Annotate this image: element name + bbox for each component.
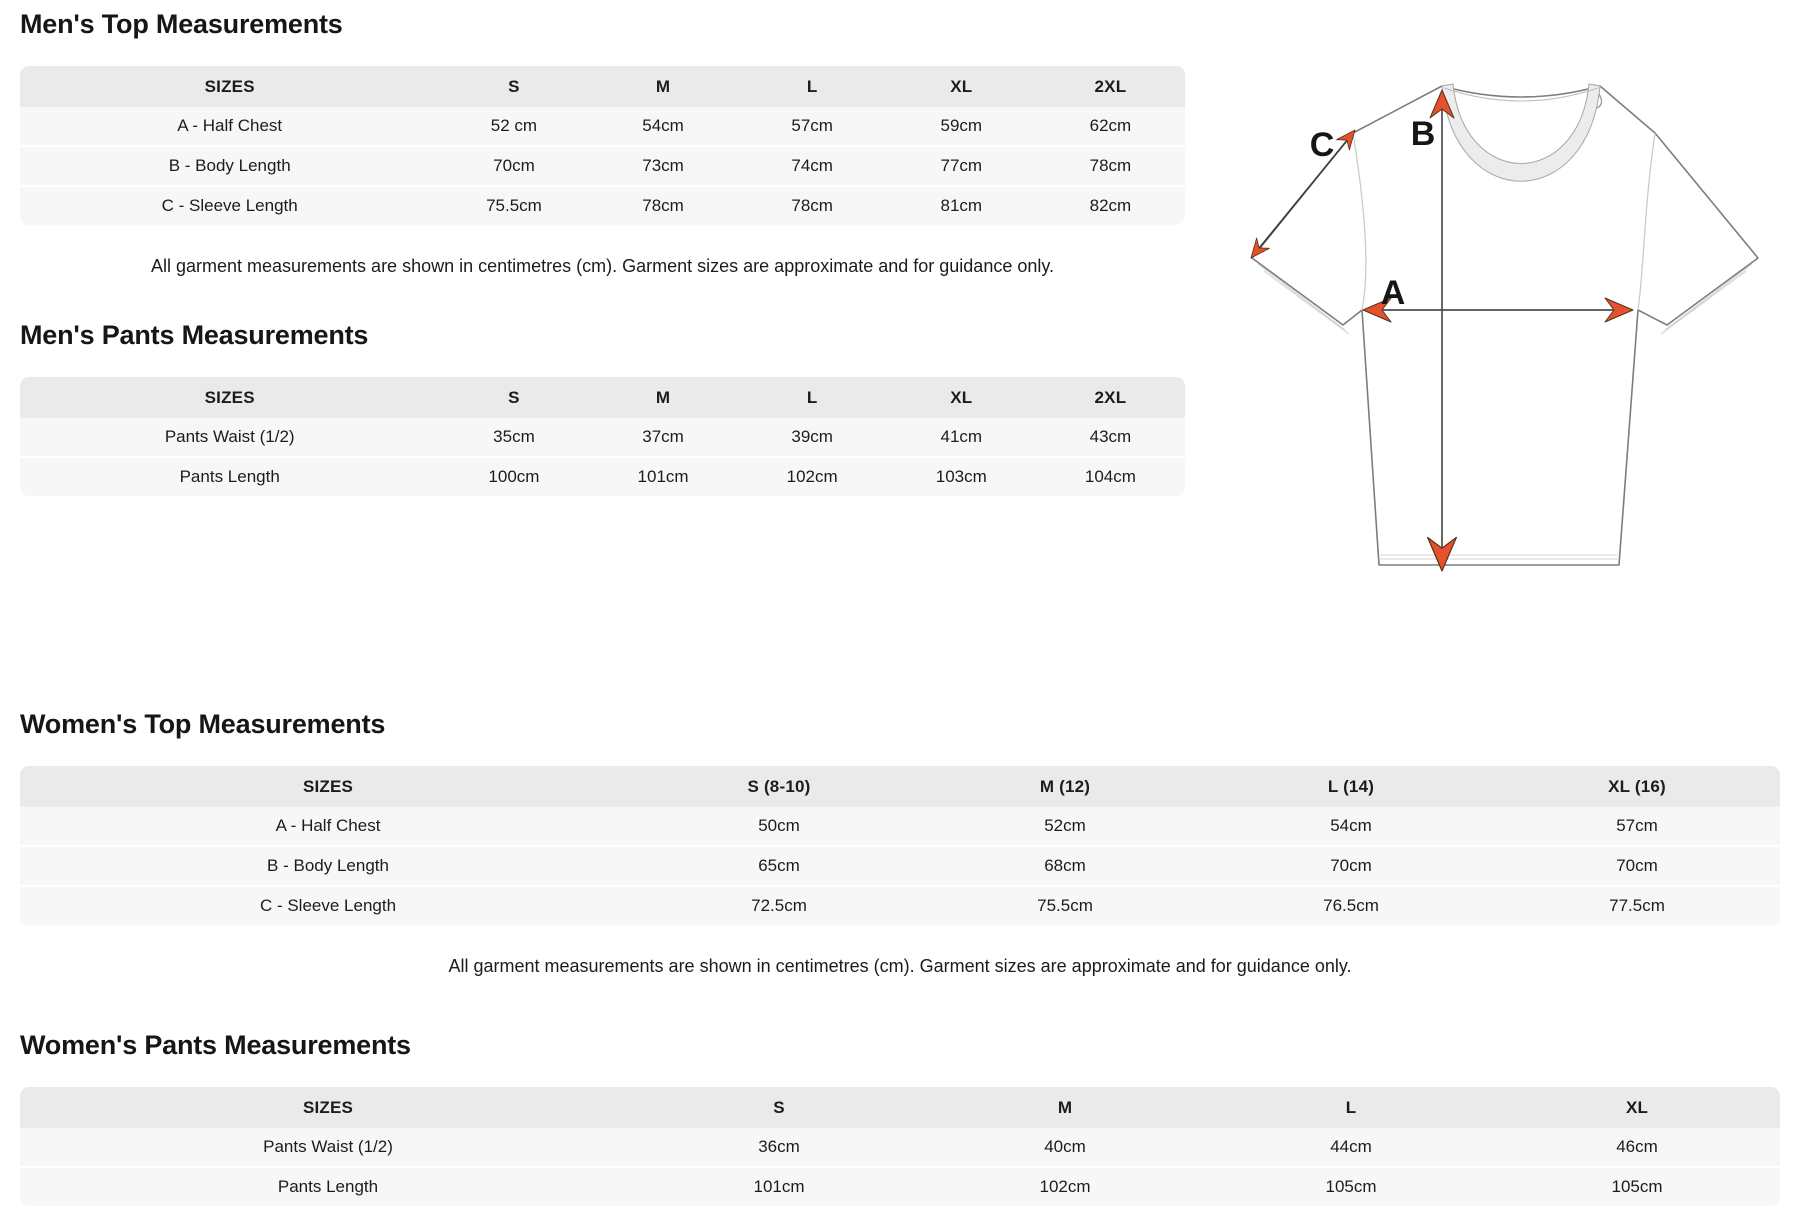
- measurement-cell: 57cm: [738, 107, 887, 146]
- measurement-cell: 54cm: [1208, 807, 1494, 846]
- measurement-cell: 102cm: [922, 1167, 1208, 1206]
- measurement-cell: 78cm: [1036, 146, 1185, 186]
- row-label: Pants Length: [20, 1167, 636, 1206]
- womens-top-table-wrap: [20, 766, 1780, 925]
- tshirt-diagram-svg: [1250, 68, 1770, 580]
- measurement-cell: 68cm: [922, 846, 1208, 886]
- table-row: [20, 186, 1185, 225]
- measurement-cell: 70cm: [1208, 846, 1494, 886]
- mens-pants-table-wrap: [20, 377, 1185, 496]
- row-label: Pants Waist (1/2): [20, 1128, 636, 1167]
- measurement-cell: 57cm: [1494, 807, 1780, 846]
- womens-pants-table: [20, 1087, 1780, 1206]
- womens-top-table: [20, 766, 1780, 925]
- measurement-cell: 82cm: [1036, 186, 1185, 225]
- column-header: L: [1208, 1087, 1494, 1128]
- measurement-cell: 37cm: [589, 418, 738, 457]
- measurement-cell: 77cm: [887, 146, 1036, 186]
- mens-top-title: Men's Top Measurements: [20, 9, 343, 39]
- measurement-cell: 39cm: [738, 418, 887, 457]
- row-label: Pants Waist (1/2): [20, 418, 439, 457]
- measurement-cell: 35cm: [439, 418, 588, 457]
- column-header: S: [439, 377, 588, 418]
- column-header: S (8-10): [636, 766, 922, 807]
- measurement-cell: 43cm: [1036, 418, 1185, 457]
- label-b: B: [1410, 115, 1436, 153]
- measurement-cell: 105cm: [1494, 1167, 1780, 1206]
- measurement-cell: 103cm: [887, 457, 1036, 496]
- column-header: XL: [1494, 1087, 1780, 1128]
- womens-pants-title: Women's Pants Measurements: [20, 1030, 411, 1060]
- column-header: 2XL: [1036, 377, 1185, 418]
- mens-pants-title: Men's Pants Measurements: [20, 320, 369, 350]
- table-row: [20, 146, 1185, 186]
- table-row: [20, 846, 1780, 886]
- column-header: SIZES: [20, 766, 636, 807]
- measurement-cell: 101cm: [636, 1167, 922, 1206]
- measurement-cell: 78cm: [738, 186, 887, 225]
- table-row: [20, 107, 1185, 146]
- row-label: A - Half Chest: [20, 807, 636, 846]
- column-header: L: [738, 66, 887, 107]
- measurement-cell: 70cm: [1494, 846, 1780, 886]
- column-header: M (12): [922, 766, 1208, 807]
- measurement-cell: 75.5cm: [439, 186, 588, 225]
- womens-top-title: Women's Top Measurements: [20, 709, 386, 739]
- table-row: [20, 1167, 1780, 1206]
- measurement-cell: 44cm: [1208, 1128, 1494, 1167]
- column-header: M: [589, 377, 738, 418]
- measurement-cell: 76.5cm: [1208, 886, 1494, 925]
- column-header: SIZES: [20, 377, 439, 418]
- measurement-cell: 54cm: [589, 107, 738, 146]
- column-header: XL: [887, 377, 1036, 418]
- row-label: A - Half Chest: [20, 107, 439, 146]
- measurement-cell: 102cm: [738, 457, 887, 496]
- measurement-cell: 72.5cm: [636, 886, 922, 925]
- column-header: S: [636, 1087, 922, 1128]
- measurement-cell: 40cm: [922, 1128, 1208, 1167]
- column-header: SIZES: [20, 1087, 636, 1128]
- column-header: L (14): [1208, 766, 1494, 807]
- measurement-cell: 50cm: [636, 807, 922, 846]
- measurement-cell: 36cm: [636, 1128, 922, 1167]
- row-label: B - Body Length: [20, 146, 439, 186]
- measurement-cell: 59cm: [887, 107, 1036, 146]
- column-header: XL (16): [1494, 766, 1780, 807]
- column-header: SIZES: [20, 66, 439, 107]
- measurement-note: All garment measurements are shown in centimetres (cm). Garment sizes are approximate and for guidance only.: [448, 956, 1352, 976]
- header-row: [20, 766, 1780, 807]
- table-row: [20, 886, 1780, 925]
- column-header: 2XL: [1036, 66, 1185, 107]
- label-c: C: [1309, 126, 1335, 164]
- header-row: [20, 377, 1185, 418]
- header-row: [20, 66, 1185, 107]
- column-header: L: [738, 377, 887, 418]
- measurement-cell: 73cm: [589, 146, 738, 186]
- measurement-cell: 70cm: [439, 146, 588, 186]
- measurement-cell: 41cm: [887, 418, 1036, 457]
- measurement-note: All garment measurements are shown in centimetres (cm). Garment sizes are approximate and for guidance only.: [150, 256, 1055, 276]
- table-row: [20, 807, 1780, 846]
- table-row: [20, 457, 1185, 496]
- table-row: [20, 418, 1185, 457]
- measurement-cell: 100cm: [439, 457, 588, 496]
- measurement-cell: 75.5cm: [922, 886, 1208, 925]
- measurement-cell: 101cm: [589, 457, 738, 496]
- column-header: XL: [887, 66, 1036, 107]
- row-label: C - Sleeve Length: [20, 886, 636, 925]
- column-header: S: [439, 66, 588, 107]
- measurement-cell: 62cm: [1036, 107, 1185, 146]
- measurement-cell: 78cm: [589, 186, 738, 225]
- measurement-cell: 65cm: [636, 846, 922, 886]
- measurement-cell: 81cm: [887, 186, 1036, 225]
- mens-top-table: [20, 66, 1185, 225]
- measurement-cell: 104cm: [1036, 457, 1185, 496]
- measurement-cell: 46cm: [1494, 1128, 1780, 1167]
- row-label: C - Sleeve Length: [20, 186, 439, 225]
- row-label: Pants Length: [20, 457, 439, 496]
- mens-top-table-wrap: [20, 66, 1185, 225]
- tshirt-measurement-diagram: [1250, 68, 1770, 580]
- measurement-cell: 74cm: [738, 146, 887, 186]
- womens-pants-table-wrap: [20, 1087, 1780, 1206]
- measurement-cell: 52cm: [922, 807, 1208, 846]
- measurement-cell: 105cm: [1208, 1167, 1494, 1206]
- measurement-cell: 77.5cm: [1494, 886, 1780, 925]
- row-label: B - Body Length: [20, 846, 636, 886]
- table-row: [20, 1128, 1780, 1167]
- column-header: M: [589, 66, 738, 107]
- mens-pants-table: [20, 377, 1185, 496]
- label-a: A: [1380, 274, 1406, 312]
- measurement-cell: 52 cm: [439, 107, 588, 146]
- column-header: M: [922, 1087, 1208, 1128]
- header-row: [20, 1087, 1780, 1128]
